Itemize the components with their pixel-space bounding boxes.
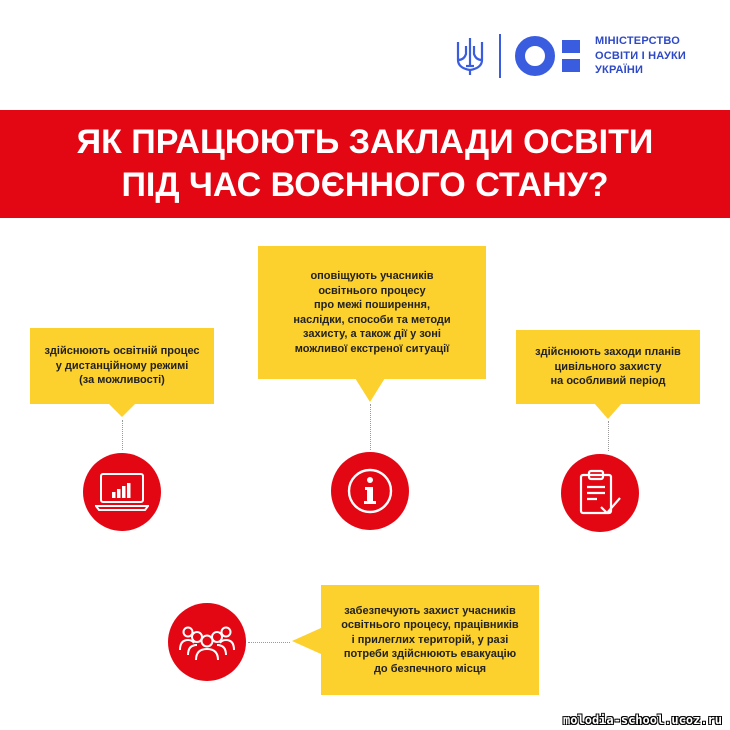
people-group-icon bbox=[178, 622, 236, 662]
ministry-name-line: МІНІСТЕРСТВО bbox=[595, 35, 681, 47]
laptop-chart-icon bbox=[95, 470, 149, 514]
card-text-line: захисту, а також дії у зоні bbox=[303, 328, 441, 340]
card-text-line: можливої екстреної ситуації bbox=[294, 342, 450, 355]
card-text-line: про межі поширення, bbox=[313, 299, 431, 311]
card-remote-learning bbox=[30, 328, 214, 404]
card-tail bbox=[355, 378, 385, 402]
title-line-2: ПІД ЧАС ВОЄННОГО СТАНУ? bbox=[121, 166, 609, 204]
card-text-line: потреби здійснюють евакуацію bbox=[343, 648, 517, 661]
card-text-line: до безпечного місця bbox=[373, 662, 487, 675]
card-evacuation bbox=[321, 585, 539, 695]
card-text-line: цивільного захисту bbox=[554, 360, 662, 373]
card-text-line: здійснюють освітній процес bbox=[44, 345, 200, 358]
connector-line bbox=[122, 420, 123, 450]
card-text-line: (за можливості) bbox=[79, 374, 165, 387]
card-text-line: у дистанційному режимі bbox=[55, 359, 189, 372]
card-civil-protection bbox=[516, 330, 700, 404]
trident-icon bbox=[455, 36, 485, 76]
card-text-line: наслідки, способи та методи bbox=[293, 313, 451, 326]
ministry-name bbox=[595, 34, 710, 78]
card-notify-participants bbox=[258, 246, 486, 379]
card-tail bbox=[108, 403, 136, 417]
circle-people bbox=[168, 603, 246, 681]
title-line-1: ЯК ПРАЦЮЮТЬ ЗАКЛАДИ ОСВІТИ bbox=[76, 123, 654, 161]
circle-info bbox=[331, 452, 409, 530]
source-url: molodia-school.ucoz.ru bbox=[563, 713, 722, 727]
title-banner bbox=[0, 110, 730, 218]
card-text-line: освітнього процесу, працівників bbox=[341, 619, 519, 632]
clipboard-check-icon bbox=[575, 467, 625, 519]
ministry-name-line: ОСВІТИ І НАУКИ bbox=[595, 49, 687, 62]
connector-line bbox=[248, 642, 290, 643]
card-text-line: і прилеглих територій, у разі bbox=[351, 633, 509, 646]
info-icon bbox=[345, 466, 395, 516]
card-text-line: на особливий період bbox=[550, 375, 666, 388]
circle-laptop bbox=[83, 453, 161, 531]
card-text-line: забезпечують захист учасників bbox=[344, 604, 516, 617]
circle-clipboard bbox=[561, 454, 639, 532]
ministry-name-line: УКРАЇНИ bbox=[595, 64, 644, 76]
ministry-logo bbox=[455, 30, 705, 82]
card-tail bbox=[292, 628, 321, 654]
connector-line bbox=[608, 421, 609, 451]
card-text-line: оповіщують учасників bbox=[310, 270, 434, 282]
card-text-line: здійснюють заходи планів bbox=[535, 346, 681, 359]
card-text-line: освітнього процесу bbox=[318, 284, 426, 297]
connector-line bbox=[370, 404, 371, 450]
mon-logo-mark-icon bbox=[515, 34, 587, 78]
card-tail bbox=[594, 403, 622, 419]
logo-divider bbox=[499, 34, 501, 78]
